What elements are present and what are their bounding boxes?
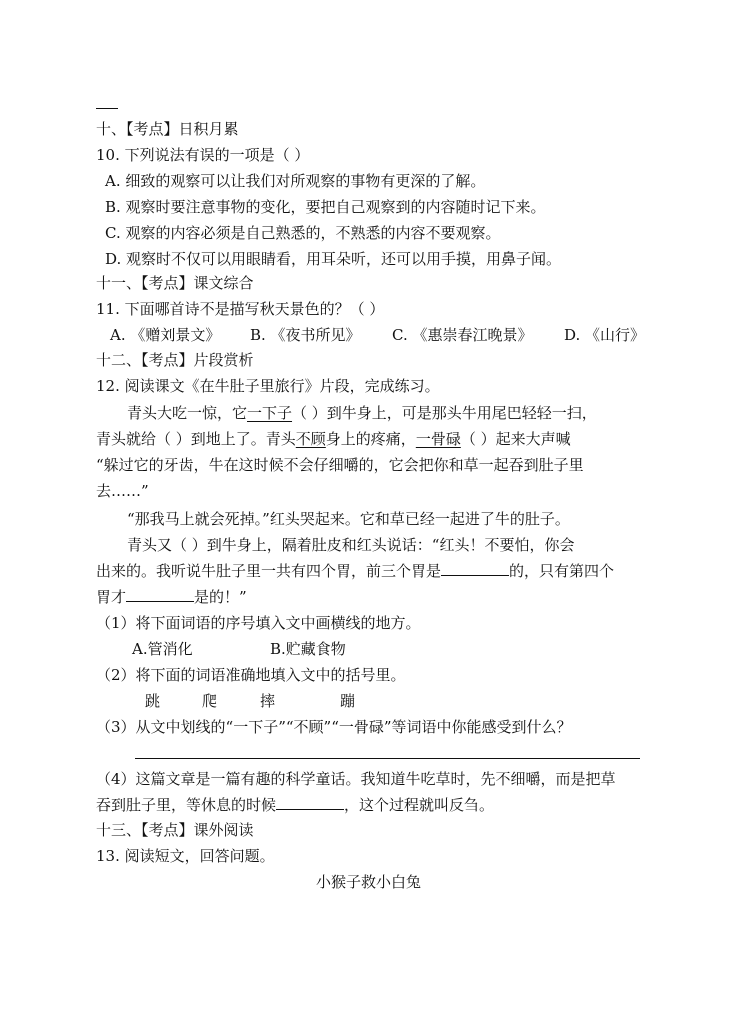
sub-question-2: （2）将下面的词语准确地填入文中的括号里。 — [96, 666, 406, 684]
passage-line-7 — [96, 560, 614, 582]
answer-blank-1[interactable] — [441, 560, 509, 576]
word-bank-item: 爬 — [202, 692, 218, 710]
passage-text: 出来的。我听说牛肚子里一共有四个胃，前三个胃是 — [96, 562, 442, 580]
sub-question-4: （4）这篇文章是一篇有趣的科学童话。我知道牛吃草时，先不细嚼，而是把草 — [96, 770, 616, 788]
question-11-option-a: A. 《赠刘景文》 — [110, 326, 221, 344]
passage-line-2 — [96, 428, 571, 450]
question-10-option-c: C. 观察的内容必须是自己熟悉的，不熟悉的内容不要观察。 — [105, 224, 501, 242]
passage-line-1 — [127, 402, 597, 424]
section-heading-10: 十、【考点】日积月累 — [96, 120, 239, 138]
question-10-stem: 10. 下列说法有误的一项是（ ） — [96, 146, 310, 164]
passage-line-6: 青头又（ ）到牛身上，隔着肚皮和红头说话：“红头！不要怕，你会 — [127, 536, 575, 554]
passage-line-8 — [96, 586, 247, 608]
passage-text: 身上的疼痛， — [325, 430, 416, 448]
passage-text: 的，只有第四个 — [509, 562, 615, 580]
sub-question-3: （3）从文中划线的“一下子”“不顾”“一骨碌”等词语中你能感受到什么？ — [96, 718, 572, 736]
question-10-option-a: A. 细致的观察可以让我们对所观察的事物有更深的了解。 — [105, 172, 486, 190]
passage-line-4: 去……” — [96, 482, 149, 500]
passage-text: 胃才 — [96, 588, 127, 606]
passage-text: （ ）起来大声喊 — [460, 430, 571, 448]
passage-text: 吞到肚子里，等休息的时候 — [96, 796, 277, 814]
answer-line-3[interactable] — [135, 758, 640, 759]
page-top-rule — [96, 108, 118, 109]
passage-text: ，这个过程就叫反刍。 — [344, 796, 495, 814]
passage-text: 是的！” — [194, 588, 247, 606]
passage-text: （ ）到牛身上，可是那头牛用尾巴轻轻一扫， — [292, 404, 597, 422]
story-title: 小猴子救小白兔 — [316, 873, 422, 891]
passage-text: 青头就给（ ）到地上了。青头 — [96, 430, 296, 448]
sub-question-1-options — [132, 638, 346, 660]
passage-text: 青头大吃一惊，它 — [127, 404, 248, 422]
word-bank — [145, 690, 355, 712]
word-bank-item: 蹦 — [340, 692, 356, 710]
word-bank-item: 摔 — [260, 692, 276, 710]
sub-question-4-cont — [96, 794, 494, 816]
question-10-option-d: D. 观察时不仅可以用眼睛看，用耳朵听，还可以用手摸，用鼻子闻。 — [105, 250, 562, 268]
underlined-word-yigulu: 一骨碌 — [415, 430, 461, 448]
section-heading-12: 十二、【考点】片段赏析 — [96, 351, 254, 369]
section-heading-11: 十一、【考点】课文综合 — [96, 274, 254, 292]
sub-question-1: （1）将下面词语的序号填入文中画横线的地方。 — [96, 614, 421, 632]
sub-question-1-option-b: B.贮藏食物 — [270, 640, 346, 658]
underlined-word-yixiazi: 一下子 — [247, 404, 293, 422]
sub-question-1-option-a: A.管消化 — [132, 640, 193, 658]
question-13-stem: 13. 阅读短文，回答问题。 — [96, 847, 275, 865]
question-11-stem: 11. 下面哪首诗不是描写秋天景色的？（ ） — [96, 300, 385, 318]
underlined-word-bugu: 不顾 — [295, 430, 326, 448]
question-11-options — [110, 324, 645, 346]
passage-paragraph-2: “那我马上就会死掉。”红头哭起来。它和草已经一起进了牛的肚子。 — [127, 510, 570, 528]
question-11-option-b: B. 《夜书所见》 — [250, 326, 361, 344]
section-heading-13: 十三、【考点】课外阅读 — [96, 821, 254, 839]
question-12-stem: 12. 阅读课文《在牛肚子里旅行》片段，完成练习。 — [96, 377, 440, 395]
passage-line-3: “躲过它的牙齿，牛在这时候不会仔细嚼的，它会把你和草一起吞到肚子里 — [96, 456, 584, 474]
answer-blank-3[interactable] — [276, 794, 344, 810]
question-11-option-d: D. 《山行》 — [564, 326, 646, 344]
question-11-option-c: C. 《惠崇春江晚景》 — [392, 326, 533, 344]
word-bank-item: 跳 — [145, 692, 161, 710]
answer-blank-2[interactable] — [126, 586, 194, 602]
question-10-option-b: B. 观察时要注意事物的变化，要把自己观察到的内容随时记下来。 — [105, 198, 546, 216]
